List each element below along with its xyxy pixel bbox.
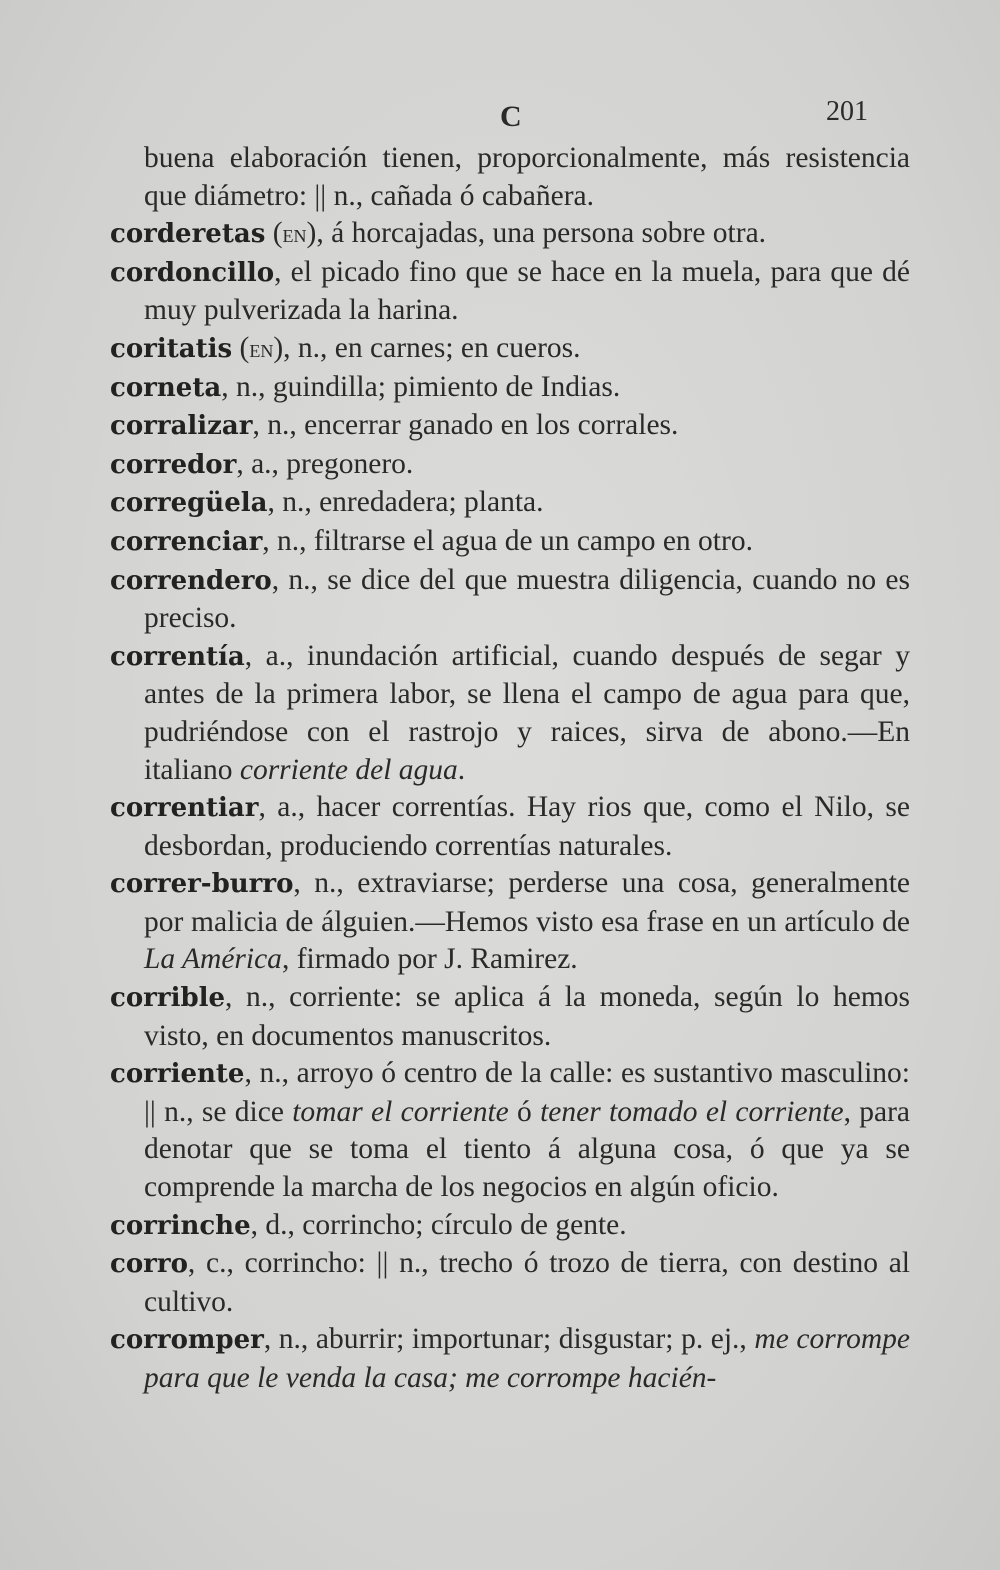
entry-text: , a., pregonero. <box>236 447 414 480</box>
headword: cordoncillo <box>110 257 275 288</box>
entry-text: ó <box>508 1095 541 1128</box>
headword: correntía <box>110 641 245 672</box>
entry-text: , n., arroyo ó centro de la calle: es sustantivo masculino: || n., se dice <box>144 1057 910 1128</box>
entry-text: , n., se dice del que muestra diligencia, cuando no es preciso. <box>144 563 910 635</box>
headword: corderetas <box>110 219 266 250</box>
headword: corrinche <box>110 1210 251 1241</box>
entry-cordoncillo <box>110 254 910 330</box>
entry-corrinche <box>110 1207 910 1246</box>
entry-corderetas <box>110 215 910 254</box>
entry-text: , n., encerrar ganado en los corrales. <box>252 409 679 442</box>
entry-text: , a., hacer correntías. Hay rios que, como el Nilo, se desbordan, produciendo correntías naturales. <box>144 791 910 862</box>
entry-text: , a., inundación artificial, cuando después de segar y antes de la primera labor, se llena el campo de agua para que, pudriéndose con el rastrojo y raices, sirva de abono.—En italiano <box>144 639 910 786</box>
entry-text: , n., extraviarse; perderse una cosa, generalmente por malicia de álguien.—Hemos visto esa frase en un artículo de <box>144 867 910 938</box>
entry-text: ( <box>265 217 283 250</box>
entry-correndero <box>110 562 910 638</box>
headword: corro <box>110 1249 188 1280</box>
entry-text: , para denotar que se toma el tiento á alguna cosa, ó que ya se comprende la marcha de los negocios en algún oficio. <box>144 1095 911 1204</box>
italic-phrase: tener tomado el corriente <box>540 1095 844 1128</box>
headword: corredor <box>110 449 237 480</box>
entry-corralizar <box>110 407 910 446</box>
entry-corregüela <box>110 484 910 523</box>
section-letter: C <box>500 100 522 133</box>
headword: corneta <box>110 372 222 403</box>
entry-corriente <box>110 1055 910 1206</box>
entry-text: buena elaboración tienen, proporcionalmente, más resistencia que diámetro: || n., cañada ó cabañera. <box>144 142 910 212</box>
entry-text: , firmado por J. Ramirez. <box>281 943 578 976</box>
page-number: 201 <box>826 96 868 127</box>
italic-phrase: tomar el corriente <box>292 1095 509 1128</box>
entry-corrible <box>110 979 910 1055</box>
headword: coritatis <box>110 333 233 364</box>
entry-text: ), n., en carnes; en cueros. <box>273 331 581 364</box>
region-tag: en <box>249 335 274 363</box>
headword: correntiar <box>110 793 259 824</box>
entry-text: , n., enredadera; planta. <box>267 486 544 519</box>
entry-text: , d., corrincho; círculo de gente. <box>250 1208 627 1241</box>
italic-phrase: La América <box>144 943 282 976</box>
entry-coritatis <box>110 330 910 369</box>
headword: corrible <box>110 983 226 1014</box>
entry-text: ( <box>232 331 250 364</box>
headword: correndero <box>110 565 272 596</box>
entry-text: . <box>457 753 466 786</box>
headword: corregüela <box>110 488 268 519</box>
entry-text: , n., aburrir; importunar; disgustar; p. ej., <box>263 1323 755 1356</box>
headword: correnciar <box>110 526 263 557</box>
entry-text: , n., corriente: se aplica á la moneda, según lo hemos visto, en documentos manuscritos. <box>144 981 910 1052</box>
region-tag: en <box>282 221 307 249</box>
headword: corriente <box>110 1059 245 1090</box>
italic-phrase: corriente del agua <box>239 753 458 786</box>
entry-text: , el picado fino que se hace en la muela, para que dé muy pulverizada la harina. <box>144 255 910 327</box>
entry-corro <box>110 1245 910 1321</box>
entry-continuation <box>110 140 910 215</box>
headword: correr-burro <box>110 869 294 900</box>
entry-correnciar <box>110 523 910 562</box>
entry-text: ), á horcajadas, una persona sobre otra. <box>306 217 767 250</box>
headword: corralizar <box>110 411 253 442</box>
italic-phrase: me corrompe para que le venda la casa; me corrompe hacién- <box>144 1323 910 1394</box>
entry-correntia <box>110 638 910 789</box>
entry-text: , c., corrincho: || n., trecho ó trozo de tierra, con destino al cultivo. <box>144 1247 910 1318</box>
entry-corredor <box>110 446 910 485</box>
entry-corromper <box>110 1321 910 1397</box>
entries-column <box>110 140 910 1398</box>
entry-correntiar <box>110 789 910 865</box>
entry-correr-burro <box>110 865 910 979</box>
entry-text: , n., guindilla; pimiento de Indias. <box>221 370 621 403</box>
entry-text: , n., filtrarse el agua de un campo en otro. <box>262 524 753 557</box>
entry-corneta <box>110 369 910 408</box>
headword: corromper <box>110 1325 264 1356</box>
